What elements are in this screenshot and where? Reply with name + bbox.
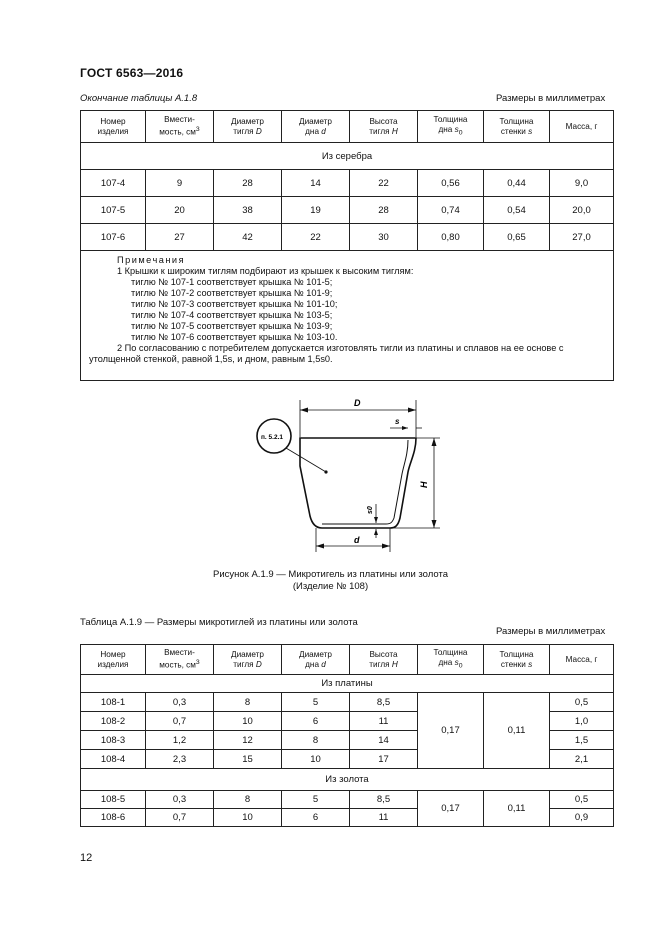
- table-cell: 108-3: [81, 731, 146, 750]
- table-cell: 0,7: [146, 712, 214, 731]
- table-row: [81, 170, 614, 197]
- col-header-diameter: Диаметр тигля D: [214, 111, 282, 143]
- table1-caption: Окончание таблицы А.1.8: [80, 93, 198, 104]
- table-cell: 107-6: [81, 224, 146, 251]
- table-cell: 30: [350, 224, 418, 251]
- table-cell: 20: [146, 197, 214, 224]
- note-2: 2 По согласованию с потребителем допускается изготовлять тигли из платины и сплавов на ее основе с: [117, 343, 564, 353]
- table-cell: 15: [214, 750, 282, 769]
- table2-caption: Таблица А.1.9 — Размеры микротиглей из платины или золота: [80, 617, 358, 628]
- table-cell: 28: [214, 170, 282, 197]
- table-cell: 0,80: [418, 224, 484, 251]
- table-cell: 5: [282, 693, 350, 712]
- table-cell: 8: [282, 731, 350, 750]
- notes-title: Примечания: [117, 255, 186, 265]
- table-cell: 17: [350, 750, 418, 769]
- table-cell: 107-5: [81, 197, 146, 224]
- col-header-bottom-diameter: Диаметр дна d: [282, 645, 350, 675]
- table-cell: 22: [350, 170, 418, 197]
- note-2-continued: утолщенной стенкой, равной 1,5s, и дном, равным 1,5s0.: [89, 354, 333, 364]
- table-cell: 0,5: [550, 791, 614, 809]
- col-header-mass: Масса, г: [550, 645, 614, 675]
- table-cell: 8,5: [350, 693, 418, 712]
- table-cell: 10: [214, 809, 282, 827]
- table2-units: Размеры в миллиметрах: [496, 626, 606, 637]
- table-row: [81, 693, 614, 712]
- table-cell: 2,3: [146, 750, 214, 769]
- table-cell: 12: [214, 731, 282, 750]
- col-header-bottom-thickness: Толщина дна $s_0$: [418, 111, 484, 143]
- table-cell: 22: [282, 224, 350, 251]
- table-cell: 20,0: [550, 197, 614, 224]
- col-header-height: Высота тигля H: [350, 645, 418, 675]
- note-item: тиглю № 107-4 соответствует крышка № 103-5;: [131, 310, 333, 320]
- label-reference: п. 5.2.1: [261, 434, 283, 441]
- table-cell: 108-4: [81, 750, 146, 769]
- table-cell: 107-4: [81, 170, 146, 197]
- page-number: 12: [80, 852, 93, 864]
- table-cell: 8: [214, 693, 282, 712]
- note-item: тиглю № 107-1 соответствует крышка № 101-5;: [131, 277, 333, 287]
- table-cell: 6: [282, 809, 350, 827]
- col-header-bottom-diameter: Диаметр дна d: [282, 111, 350, 143]
- table-cell: 11: [350, 809, 418, 827]
- table-row: [81, 197, 614, 224]
- table1-header-row: [81, 111, 614, 143]
- section-platinum: Из платины: [81, 675, 614, 693]
- table-cell: 14: [350, 731, 418, 750]
- table-cell: 11: [350, 712, 418, 731]
- crucible-drawing: [230, 392, 450, 562]
- col-header-bottom-thickness: Толщина дна $s_0$: [418, 645, 484, 675]
- table-cell: 8: [214, 791, 282, 809]
- table-cell: 0,65: [484, 224, 550, 251]
- table1-notes: [81, 251, 614, 381]
- table-cell: 19: [282, 197, 350, 224]
- label-D: D: [354, 398, 361, 408]
- table-cell: 2,1: [550, 750, 614, 769]
- table2-header-row: [81, 645, 614, 675]
- table-cell: 1,2: [146, 731, 214, 750]
- table-cell: 0,56: [418, 170, 484, 197]
- document-header: ГОСТ 6563—2016: [80, 66, 184, 80]
- table-cell: 108-1: [81, 693, 146, 712]
- gold-s: 0,11: [484, 791, 550, 827]
- label-s: s: [395, 417, 400, 426]
- col-header-capacity: Вмести- мость, $см^3$: [146, 111, 214, 143]
- table-cell: 27,0: [550, 224, 614, 251]
- figure-caption-item: (Изделие № 108): [292, 581, 369, 592]
- col-header-wall-thickness: Толщина стенки s: [484, 645, 550, 675]
- table-cell: 27: [146, 224, 214, 251]
- note-item: тиглю № 107-6 соответствует крышка № 103-10.: [131, 332, 338, 342]
- table-cell: 5: [282, 791, 350, 809]
- table-cell: 0,5: [550, 693, 614, 712]
- table-cell: 10: [214, 712, 282, 731]
- figure-caption: Рисунок А.1.9 — Микротигель из платины или золота: [213, 569, 448, 580]
- table-cell: 0,3: [146, 791, 214, 809]
- table1-units: Размеры в миллиметрах: [496, 93, 606, 104]
- col-header-capacity: Вмести- мость, $см^3$: [146, 645, 214, 675]
- table-cell: 38: [214, 197, 282, 224]
- table-cell: 9,0: [550, 170, 614, 197]
- table-cell: 1,5: [550, 731, 614, 750]
- table-cell: 108-2: [81, 712, 146, 731]
- table-cell: 10: [282, 750, 350, 769]
- table-row: [81, 224, 614, 251]
- col-header-number: Номер изделия: [81, 111, 146, 143]
- label-s0: s0: [367, 506, 374, 514]
- table-cell: 108-6: [81, 809, 146, 827]
- note-item: тиглю № 107-3 соответствует крышка № 101-10;: [131, 299, 338, 309]
- note-1: 1 Крышки к широким тиглям подбирают из крышек к высоким тиглям:: [117, 266, 414, 276]
- table-cell: 0,44: [484, 170, 550, 197]
- table-cell: 28: [350, 197, 418, 224]
- table-cell: 0,74: [418, 197, 484, 224]
- table-row: [81, 791, 614, 809]
- table-a18-end: [80, 110, 614, 381]
- table-cell: 9: [146, 170, 214, 197]
- table-cell: 14: [282, 170, 350, 197]
- section-gold: Из золота: [81, 769, 614, 791]
- platinum-s0: 0,17: [418, 693, 484, 769]
- label-H: H: [419, 481, 429, 488]
- table-cell: 0,7: [146, 809, 214, 827]
- table-cell: 6: [282, 712, 350, 731]
- label-d: d: [354, 535, 360, 545]
- table-cell: 0,54: [484, 197, 550, 224]
- platinum-s: 0,11: [484, 693, 550, 769]
- table-cell: 1,0: [550, 712, 614, 731]
- col-header-number: Номер изделия: [81, 645, 146, 675]
- table-a19: [80, 644, 614, 827]
- table-cell: 8,5: [350, 791, 418, 809]
- table-cell: 0,9: [550, 809, 614, 827]
- col-header-height: Высота тигля H: [350, 111, 418, 143]
- note-item: тиглю № 107-5 соответствует крышка № 103-9;: [131, 321, 333, 331]
- note-item: тиглю № 107-2 соответствует крышка № 101-9;: [131, 288, 333, 298]
- table-cell: 108-5: [81, 791, 146, 809]
- col-header-diameter: Диаметр тигля D: [214, 645, 282, 675]
- table-cell: 0,3: [146, 693, 214, 712]
- section-silver: Из серебра: [81, 143, 614, 170]
- table-cell: 42: [214, 224, 282, 251]
- col-header-mass: Масса, г: [550, 111, 614, 143]
- gold-s0: 0,17: [418, 791, 484, 827]
- col-header-wall-thickness: Толщина стенки s: [484, 111, 550, 143]
